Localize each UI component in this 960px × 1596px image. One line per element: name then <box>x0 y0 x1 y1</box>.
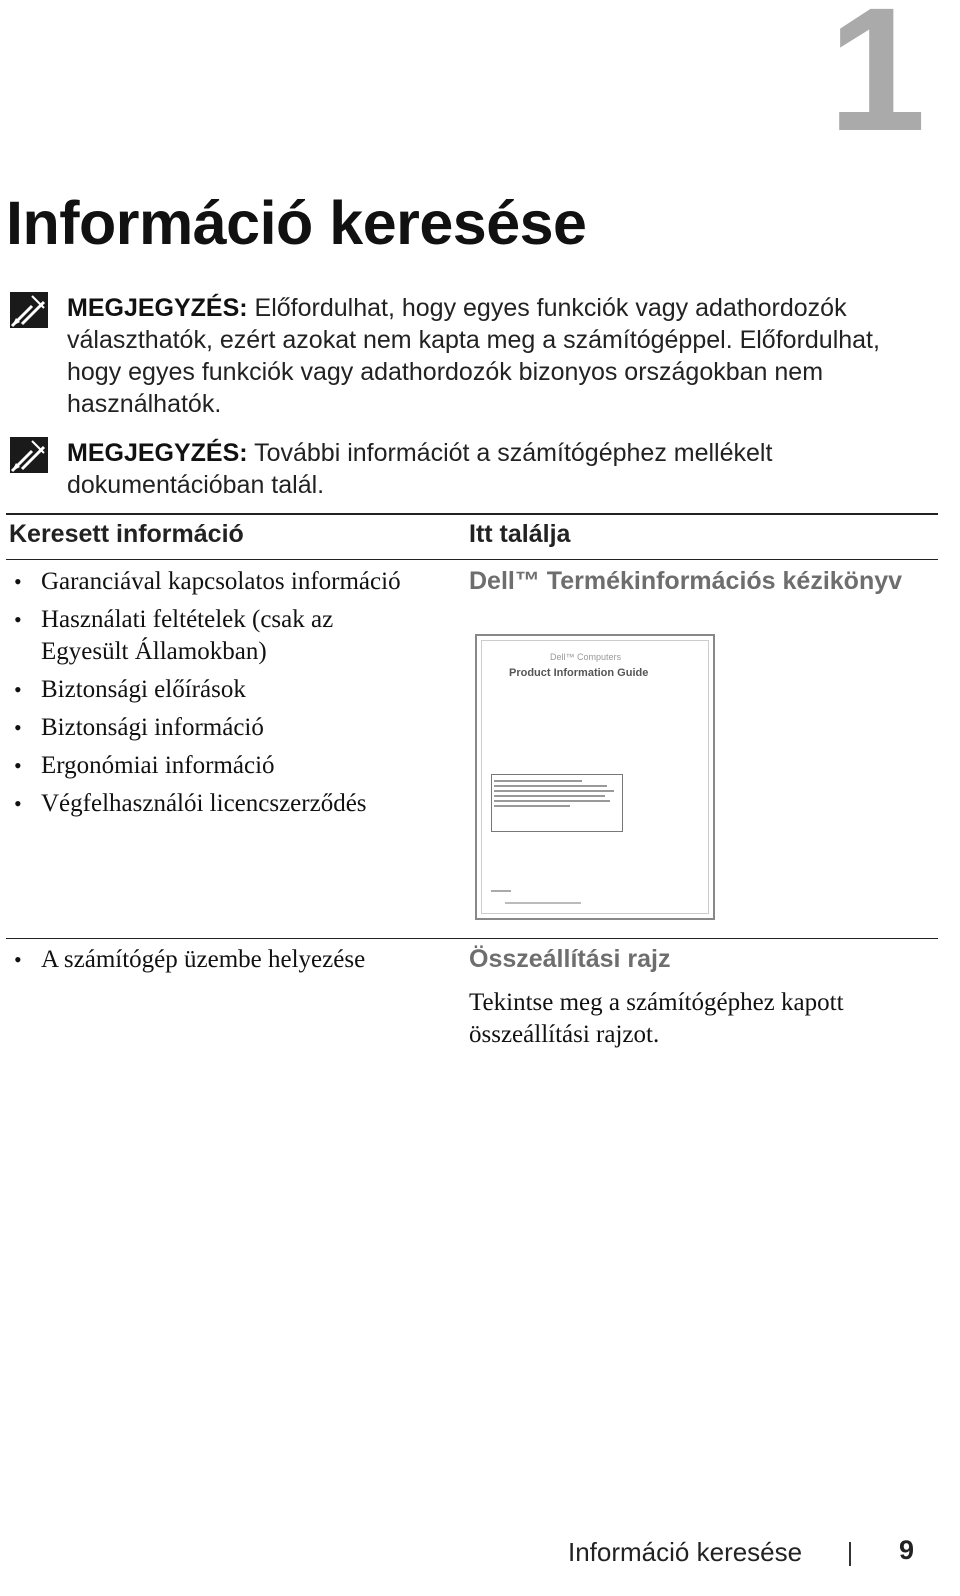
list-item: • A számítógép üzembe helyezése <box>14 944 365 976</box>
pencil-note-icon <box>10 437 48 473</box>
note-body: További információt a számítógéphez mellékelt dokumentációban talál. <box>67 439 773 499</box>
note-label: MEGJEGYZÉS: <box>67 439 248 467</box>
table-header-rule <box>6 559 938 560</box>
source-title: Dell™ Termékinformációs kézikönyv <box>469 567 903 595</box>
footer-title: Információ keresése <box>568 1537 803 1567</box>
list-item: • Használati feltételek (csak az Egyesült Államokban) <box>14 604 381 668</box>
note-body: Előfordulhat, hogy egyes funkciók vagy adathordozók választhatók, ezért azokat nem kapta meg a számítógéppel. Előfordulhat, hogy egyes funkciók vagy adathordozók bizonyos országokban nem használhatók. <box>67 294 880 418</box>
note-text <box>67 437 940 501</box>
list-item: • Ergonómiai információ <box>14 750 401 782</box>
source-description: Tekintse meg a számítógéphez kapott összeállítási rajzot. <box>469 989 844 1048</box>
page-number: 9 <box>899 1535 915 1565</box>
note-label: MEGJEGYZÉS: <box>67 294 248 322</box>
guide-title-text: Product Information Guide <box>509 667 649 679</box>
page-title: Információ keresése <box>6 189 587 257</box>
pencil-note-icon <box>10 292 48 328</box>
guide-footer-mark <box>491 890 511 892</box>
list-item: • Biztonsági információ <box>14 712 401 744</box>
note-text <box>67 292 940 420</box>
row-1-items <box>14 566 401 820</box>
list-item: • Biztonsági előírások <box>14 674 401 706</box>
note-2 <box>10 437 940 501</box>
chapter-number: 1 <box>828 0 926 168</box>
product-information-guide-thumbnail <box>475 634 715 920</box>
column-header-information: Keresett információ <box>9 520 244 548</box>
guide-notice-box <box>491 774 623 832</box>
source-title: Összeállítási rajz <box>469 945 671 973</box>
row-2-items <box>14 944 365 976</box>
column-header-source: Itt találja <box>469 520 571 548</box>
list-item: • Végfelhasználói licencszerződés <box>14 788 401 820</box>
note-1 <box>10 292 940 420</box>
list-item: • Garanciával kapcsolatos információ <box>14 566 401 598</box>
table-top-rule <box>6 513 938 515</box>
table-row-rule <box>6 938 938 939</box>
guide-footer-url <box>505 902 581 904</box>
footer-separator <box>849 1542 851 1566</box>
guide-brand-text: Dell™ Computers <box>549 652 621 662</box>
